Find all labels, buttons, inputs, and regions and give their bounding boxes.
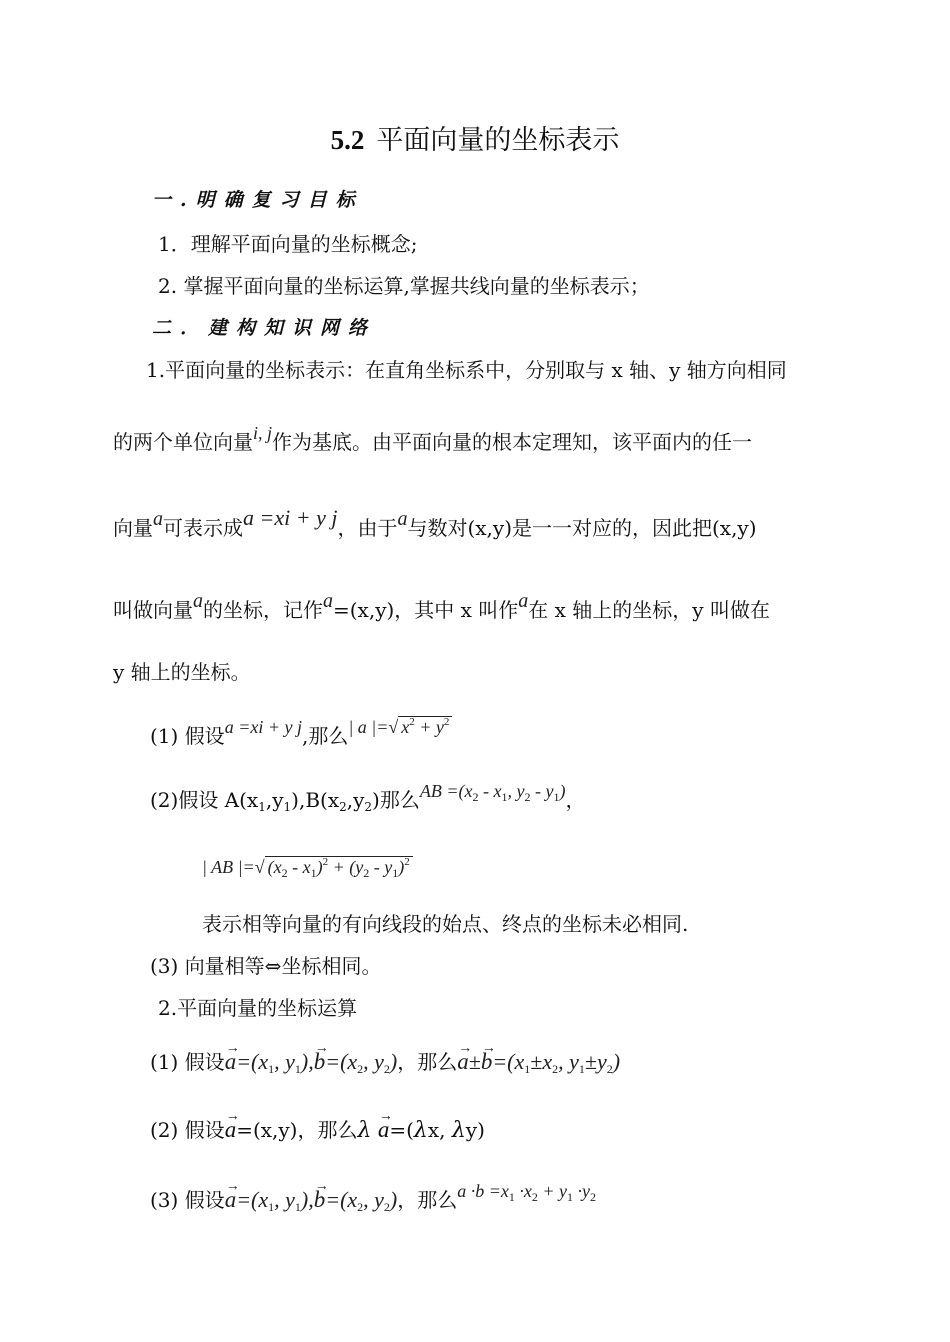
paragraph-line-3: 向量a可表示成a =xi + y j，由于a与数对(x,y)是一一对应的，因此把(x,y) [113, 505, 757, 540]
goal-item-1: 1．理解平面向量的坐标概念; [158, 232, 418, 256]
note-equal-vectors: 表示相等向量的有向线段的始点、终点的坐标未必相同. [202, 912, 689, 936]
formula-magnitude: (1) 假设a =xi + y j,那么| a |=√ $x^2 + y^2$ [150, 718, 452, 751]
paragraph-line-4: 叫做向量a的坐标，记作a=(x,y)，其中 x 叫作a在 x 轴上的坐标，y 叫做在 [113, 590, 770, 622]
paragraph-line-5: y 轴上的坐标。 [113, 660, 251, 684]
heading-knowledge-network: 二．建构知识网络 [152, 317, 377, 339]
equal-vector-criterion: (3) 向量相等⇔坐标相同。 [150, 954, 382, 978]
goal-item-2: 2. 掌握平面向量的坐标运算,掌握共线向量的坐标表示； [158, 274, 650, 298]
section-number: 5.2 [330, 125, 365, 155]
page-title [0, 122, 950, 159]
operation-scalar-multiply: (2) 假设→ a=(x,y)，那么λ → a=(λx, λy) [150, 1116, 485, 1145]
formula-vector-ab: (2)假设 $A(x_1,y_1),B(x_2,y_2)$那么AB $=(x_2 - x_1$, $y_2 - y_1$)， [150, 781, 586, 814]
paragraph-line-2: 的两个单位向量i, j作为基底。由平面向量的根本定理知，该平面内的任一 [113, 423, 753, 454]
vector-decomposition-formula: a =xi + y j [243, 505, 338, 530]
basis-vectors-math: i, j [253, 423, 273, 443]
operation-add-subtract: (1) 假设→ $a=(x_1$, $y_1),\to b=(x_2$, $y_2$)，那么→ $a\pm\to b=(x_1\pm x_2$, $y_1\pm y_2$) [150, 1048, 620, 1083]
operation-dot-product: (3) 假设→ $a=(x_1$, $y_1),\to b=(x_2$, $y_2$)，那么$a \cdot b =x_1 \cdot x_2 + y_1 \cdot y_2$ [150, 1186, 596, 1221]
title-text: 平面向量的坐标表示 [376, 125, 620, 156]
formula-distance: | AB |=√ $(x_2 - x_1)^2 + (y_2 - y_1)^2$ [202, 848, 413, 887]
paragraph-line-1: 1.平面向量的坐标表示：在直角坐标系中，分别取与 x 轴、y 轴方向相同 [146, 358, 787, 382]
heading-review-goals: 一.明确复习目标 [152, 189, 364, 211]
subheading-operations: 2.平面向量的坐标运算 [158, 996, 358, 1020]
